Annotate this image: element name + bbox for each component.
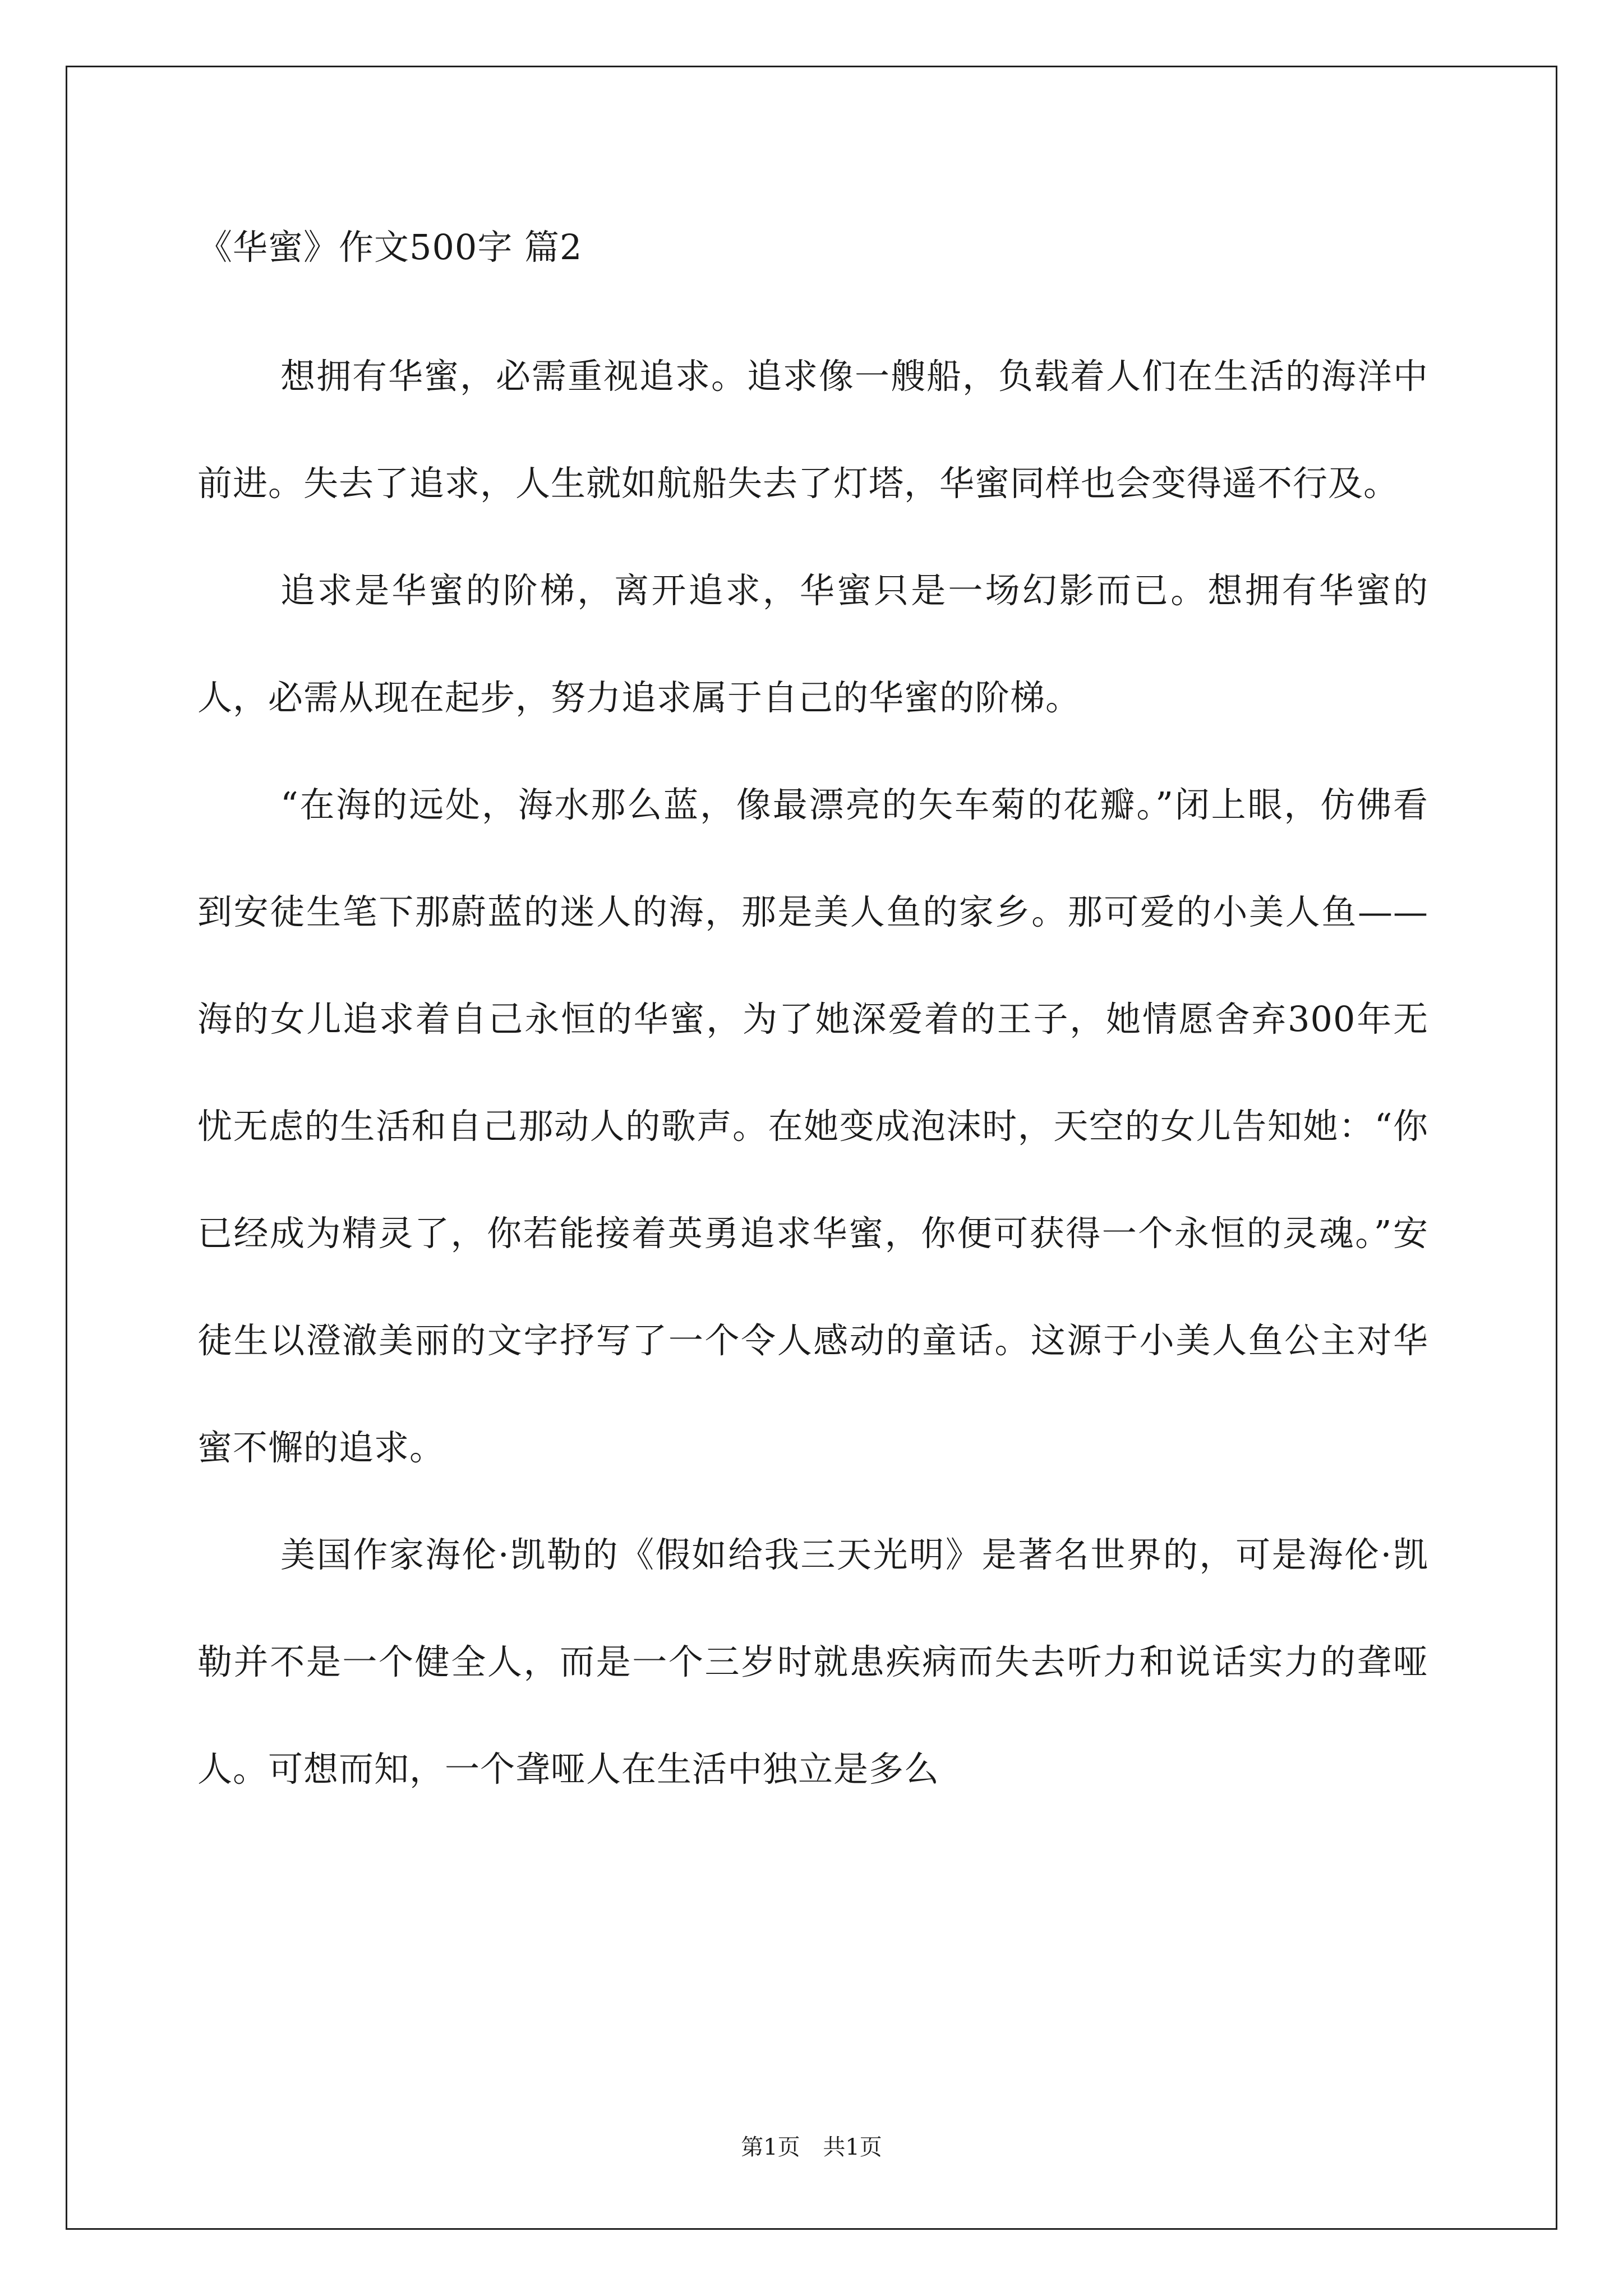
document-body: [197, 323, 1428, 1823]
paragraph-3: “在海的远处，海水那么蓝，像最漂亮的矢车菊的花瓣。”闭上眼，仿佛看到安徒生笔下那蔚蓝的迷人的海，那是美人鱼的家乡。那可爱的小美人鱼——海的女儿追求着自己永恒的华蜜，为了她深爱着的王子，她情愿舍弃300年无忧无虑的生活和自己那动人的歌声。在她变成泡沫时，天空的女儿告知她：“你已经成为精灵了，你若能接着英勇追求华蜜，你便可获得一个永恒的灵魂。”安徒生以澄澈美丽的文字抒写了一个令人感动的童话。这源于小美人鱼公主对华蜜不懈的追求。: [197, 784, 1428, 1468]
paragraph-4: 美国作家海伦·凯勒的《假如给我三天光明》是著名世界的，可是海伦·凯勒并不是一个健全人，而是一个三岁时就患疾病而失去听力和说话实力的聋哑人。可想而知，一个聋哑人在生活中独立是多么: [197, 1534, 1428, 1789]
document-title: 《华蜜》作文500字 篇2: [197, 227, 583, 268]
page-footer: [0, 2131, 1623, 2164]
paragraph-1: 想拥有华蜜，必需重视追求。追求像一艘船，负载着人们在生活的海洋中前进。失去了追求，人生就如航船失去了灯塔，华蜜同样也会变得遥不行及。: [197, 356, 1428, 504]
page-number-current: 第1页: [741, 2134, 800, 2160]
paragraph-2: 追求是华蜜的阶梯，离开追求，华蜜只是一场幻影而已。想拥有华蜜的人，必需从现在起步，努力追求属于自己的华蜜的阶梯。: [197, 570, 1428, 718]
page-number-total: 共1页: [823, 2134, 882, 2160]
